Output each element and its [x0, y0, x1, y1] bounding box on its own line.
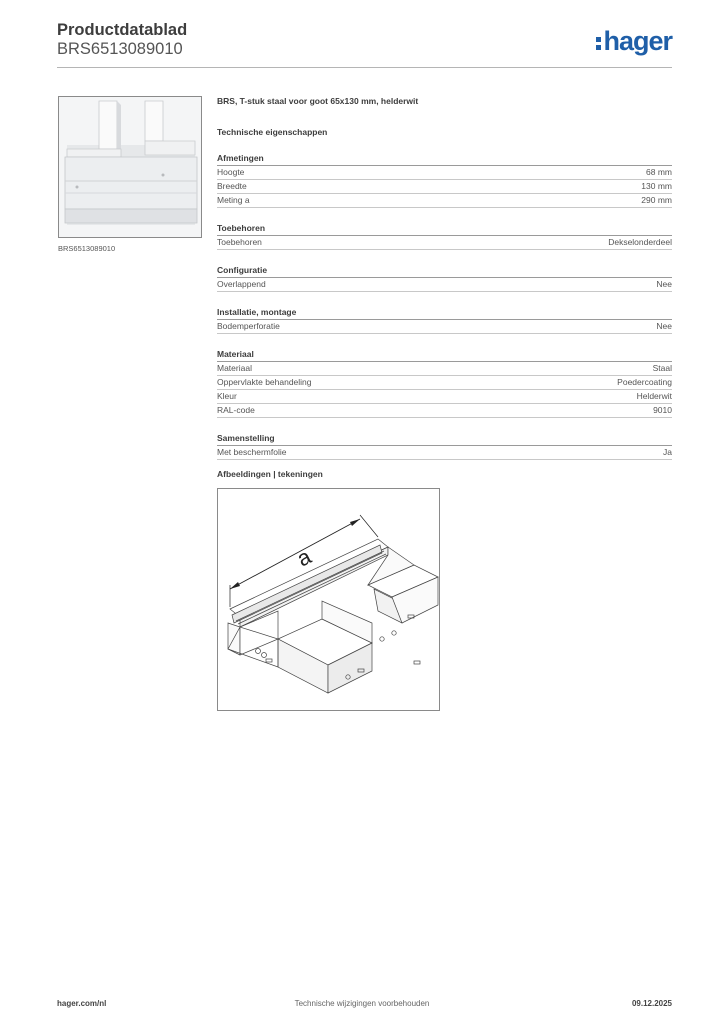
spec-row	[217, 166, 672, 180]
header-divider	[57, 67, 672, 68]
section-title: Materiaal	[217, 349, 672, 362]
spec-label: Overlappend	[217, 279, 266, 289]
spec-section	[217, 265, 672, 292]
spec-row	[217, 404, 672, 418]
product-photo	[58, 96, 202, 238]
spec-row	[217, 194, 672, 208]
tech-heading: Technische eigenschappen	[217, 127, 328, 137]
spec-value: Nee	[656, 321, 672, 331]
spec-row	[217, 320, 672, 334]
spec-value: 68 mm	[646, 167, 672, 177]
spec-value: 290 mm	[641, 195, 672, 205]
spec-row	[217, 390, 672, 404]
spec-section	[217, 433, 672, 460]
spec-label: Meting a	[217, 195, 250, 205]
spec-sections	[217, 153, 672, 460]
spec-row	[217, 278, 672, 292]
spec-label: RAL-code	[217, 405, 255, 415]
spec-value: 130 mm	[641, 181, 672, 191]
hager-logo	[596, 28, 672, 55]
spec-section	[217, 223, 672, 250]
section-title: Toebehoren	[217, 223, 672, 236]
footer-date: 09.12.2025	[631, 999, 672, 1008]
spec-label: Hoogte	[217, 167, 245, 177]
spec-section	[217, 349, 672, 418]
section-title: Afmetingen	[217, 153, 672, 166]
section-title: Configuratie	[217, 265, 672, 278]
product-code: BRS6513089010	[57, 40, 183, 58]
product-photo-image	[59, 97, 202, 238]
spec-label: Met beschermfolie	[217, 447, 287, 457]
footer-website[interactable]: hager.com/nl	[57, 999, 107, 1008]
spec-section	[217, 153, 672, 208]
drawings-heading: Afbeeldingen | tekeningen	[217, 469, 323, 479]
spec-label: Breedte	[217, 181, 247, 191]
spec-content	[217, 96, 672, 460]
spec-section	[217, 307, 672, 334]
photo-caption: BRS6513089010	[58, 244, 116, 253]
section-title: Samenstelling	[217, 433, 672, 446]
spec-value: Dekselonderdeel	[608, 237, 672, 247]
spec-value: Helderwit	[636, 391, 672, 401]
product-title: BRS, T-stuk staal voor goot 65x130 mm, helderwit	[217, 96, 419, 106]
spec-value: Ja	[663, 447, 672, 457]
technical-drawing-image	[218, 489, 440, 711]
spec-row	[217, 362, 672, 376]
technical-drawing	[217, 488, 440, 711]
dimension-label-a: a	[292, 543, 316, 572]
spec-row	[217, 376, 672, 390]
spec-row	[217, 236, 672, 250]
section-title: Installatie, montage	[217, 307, 672, 320]
spec-label: Oppervlakte behandeling	[217, 377, 312, 387]
spec-label: Toebehoren	[217, 237, 262, 247]
footer-disclaimer: Technische wijzigingen voorbehouden	[294, 999, 430, 1008]
spec-label: Kleur	[217, 391, 237, 401]
spec-value: Nee	[656, 279, 672, 289]
spec-value: Staal	[652, 363, 672, 373]
spec-label: Materiaal	[217, 363, 252, 373]
logo-text: hager	[603, 26, 672, 56]
spec-value: Poedercoating	[617, 377, 672, 387]
document-title: Productdatablad	[57, 21, 188, 39]
spec-row	[217, 446, 672, 460]
spec-row	[217, 180, 672, 194]
spec-value: 9010	[653, 405, 672, 415]
logo-dots-icon	[596, 37, 601, 50]
spec-label: Bodemperforatie	[217, 321, 280, 331]
